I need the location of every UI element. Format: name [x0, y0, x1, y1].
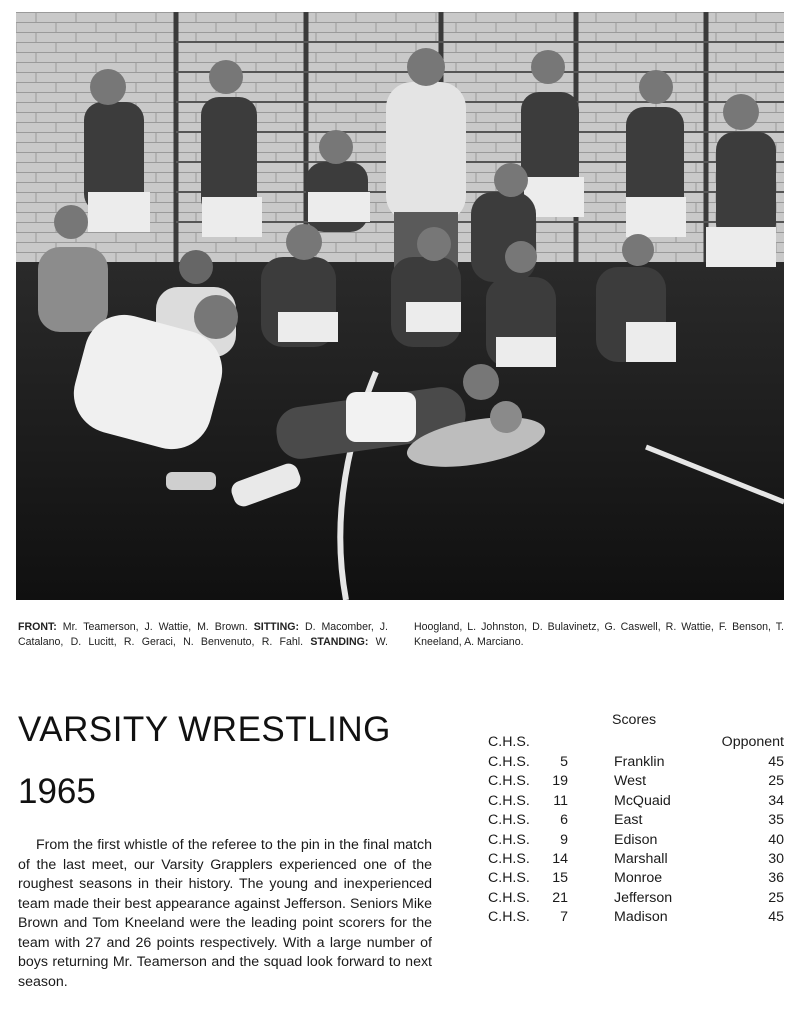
team-photo	[16, 12, 784, 600]
opponent-name: Edison	[614, 831, 658, 848]
scores-rows	[488, 754, 784, 929]
team-score: 7	[560, 909, 568, 926]
team-score: 14	[552, 850, 568, 867]
opponent-name: Marshall	[614, 850, 668, 867]
team-column-header: C.H.S.	[488, 734, 530, 750]
team-name: C.H.S.	[488, 831, 530, 848]
season-summary: From the first whistle of the referee to the pin in the final match of the last meet, our Varsity Grapplers experienced one of the roughest seasons in their history. The young and inexperienced team made their best appearance against Jefferson. Seniors Mike Brown and Tom Kneeland were the leading point scorers for the team with 27 and 26 points respectively. With a large number of boys returning Mr. Teamerson and the squad look forward to next season.	[18, 837, 432, 990]
caption-standing-names: W. Hoogland, L. Johnston, D. Bulavinetz, G. Caswell, R. Wattie, F. Benson, T. Kneeland, A. Marciano.	[375, 621, 784, 648]
team-name: C.H.S.	[488, 812, 530, 829]
opponent-score: 35	[768, 812, 784, 829]
opponent-score: 45	[768, 754, 784, 770]
opponent-name: Franklin	[614, 754, 665, 770]
caption-sitting-names: D. Macomber, J. Catalano, D. Lucitt, R. Geraci, N. Benvenuto, R. Fahl.	[18, 621, 388, 648]
team-name: C.H.S.	[488, 850, 530, 867]
opponent-name: McQuaid	[614, 792, 671, 809]
team-score: 9	[560, 831, 568, 848]
caption-sitting-label: SITTING:	[253, 621, 300, 633]
opponent-name: Jefferson	[614, 889, 673, 906]
opponent-score: 45	[768, 909, 784, 926]
team-name: C.H.S.	[488, 909, 530, 926]
scores-title: Scores	[612, 712, 657, 728]
score-row	[488, 812, 784, 831]
team-score: 6	[560, 812, 568, 829]
team-name: C.H.S.	[488, 870, 530, 887]
opponent-name: West	[614, 773, 647, 790]
team-score: 11	[553, 792, 568, 809]
score-row	[488, 870, 784, 889]
team-score: 5	[560, 754, 568, 770]
score-row	[488, 832, 784, 851]
caption-standing-label: STANDING:	[310, 636, 369, 648]
opponent-score: 25	[768, 773, 784, 790]
team-score: 21	[552, 889, 568, 906]
season-year: 1965	[18, 772, 96, 811]
opponent-score: 40	[768, 831, 784, 848]
team-name: C.H.S.	[488, 792, 530, 809]
score-row	[488, 909, 784, 928]
opponent-score: 25	[768, 889, 784, 906]
opponent-name: East	[614, 812, 643, 829]
page-title: VARSITY WRESTLING	[18, 710, 391, 749]
team-score: 15	[552, 870, 568, 887]
opponent-score: 30	[768, 850, 784, 867]
opponent-score: 36	[768, 870, 784, 887]
opponent-column-header: Opponent	[721, 734, 784, 750]
photo-caption	[18, 620, 784, 650]
opponent-name: Madison	[614, 909, 668, 926]
team-name: C.H.S.	[488, 754, 530, 770]
caption-front-names: Mr. Teamerson, J. Wattie, M. Brown.	[62, 621, 248, 633]
team-photo-illustration	[16, 12, 784, 600]
score-row	[488, 773, 784, 792]
score-row	[488, 793, 784, 812]
score-row	[488, 754, 784, 773]
team-score: 19	[552, 773, 568, 790]
score-row	[488, 890, 784, 909]
team-name: C.H.S.	[488, 773, 530, 790]
opponent-name: Monroe	[614, 870, 663, 887]
caption-front-label: FRONT:	[18, 621, 57, 633]
opponent-score: 34	[768, 792, 784, 809]
score-row	[488, 851, 784, 870]
team-name: C.H.S.	[488, 889, 530, 906]
